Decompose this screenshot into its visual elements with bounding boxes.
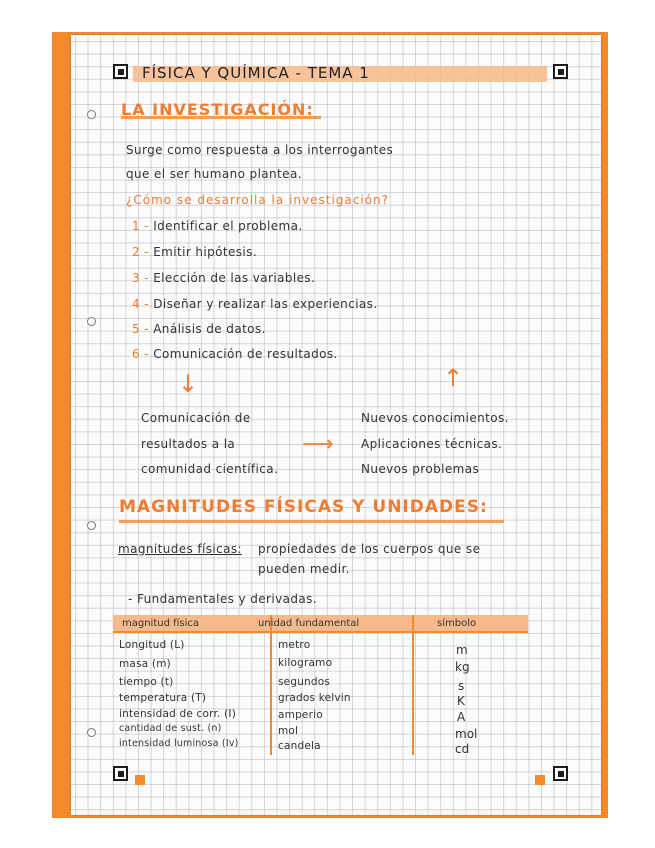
page-title: FÍSICA Y QUÍMICA - TEMA 1 [142,64,370,82]
binder-hole-icon [87,521,96,530]
table-cell-unidad: segundos [278,676,331,688]
table-cell-magnitud: cantidad de sust. (n) [119,723,222,734]
step-item [132,322,266,336]
table-cell-magnitud: temperatura (T) [119,692,207,704]
step-item [132,219,303,233]
intro-text-line-1: Surge como respuesta a los interrogantes [126,143,394,157]
intro-text-line-2: que el ser humano plantea. [126,167,302,181]
right-box-line-1: Nuevos conocimientos. [361,411,509,425]
definition-line-1: propiedades de los cuerpos que se [258,542,481,556]
table-cell-magnitud: tiempo (t) [119,676,174,688]
table-cell-magnitud: Longitud (L) [119,639,185,651]
arrow-up-icon: ↑ [443,364,464,392]
definition-label: magnitudes físicas: [118,542,242,556]
table-cell-simbolo: cd [455,742,470,756]
step-item [132,347,338,361]
corner-mark-icon [553,64,568,79]
table-rule [113,631,528,633]
step-text: Identificar el problema. [153,219,303,233]
table-header-unidad: unidad fundamental [258,618,360,629]
table-cell-unidad: grados kelvin [278,692,351,704]
step-number: 6 - [132,347,149,361]
step-number: 3 - [132,271,149,285]
corner-mark-icon [113,64,128,79]
arrow-down-icon: ↓ [178,370,199,398]
table-cell-unidad: mol [278,725,299,737]
step-item [132,245,257,259]
binder-hole-icon [87,728,96,737]
heading-underline [119,520,504,523]
table-cell-unidad: metro [278,639,311,651]
table-column-rule [412,615,414,755]
step-number: 4 - [132,297,149,311]
left-box-line-3: comunidad científica. [141,462,279,476]
binder-hole-icon [87,317,96,326]
table-cell-simbolo: K [457,694,465,708]
binder-hole-icon [87,110,96,119]
left-box-line-2: resultados a la [141,437,236,451]
definition-line-2: pueden medir. [258,562,350,576]
step-number: 5 - [132,322,149,336]
arrow-right-icon: ⟶ [302,432,334,457]
corner-mark-icon [553,766,568,781]
question-heading: ¿Cómo se desarrolla la investigación? [126,193,389,207]
section-heading-investigacion: LA INVESTIGACIÓN: [121,100,314,119]
step-number: 2 - [132,245,149,259]
step-text: Emitir hipótesis. [153,245,258,259]
table-header-magnitud: magnitud física [122,618,200,629]
table-header-simbolo: símbolo [437,618,477,629]
magnitude-types: - Fundamentales y derivadas. [128,592,317,606]
step-item [132,271,315,285]
step-number: 1 - [132,219,149,233]
right-box-line-2: Aplicaciones técnicas. [361,437,503,451]
table-cell-unidad: kilogramo [278,657,333,669]
orange-square-mark [535,775,545,785]
step-text: Comunicación de resultados. [153,347,338,361]
table-cell-simbolo: mol [455,727,478,741]
table-cell-simbolo: kg [455,660,470,674]
right-box-line-3: Nuevos problemas [361,462,480,476]
table-cell-magnitud: masa (m) [119,658,171,670]
table-cell-simbolo: A [457,710,466,724]
table-cell-simbolo: m [456,643,468,657]
table-cell-magnitud: intensidad de corr. (I) [119,708,237,720]
table-cell-unidad: candela [278,740,321,752]
table-column-rule [270,615,272,755]
step-text: Elección de las variables. [153,271,316,285]
left-box-line-1: Comunicación de [141,411,251,425]
table-cell-unidad: amperio [278,709,323,721]
orange-square-mark [135,775,145,785]
section-heading-magnitudes: MAGNITUDES FÍSICAS Y UNIDADES: [119,497,488,517]
corner-mark-icon [113,766,128,781]
step-item [132,297,378,311]
table-cell-magnitud: intensidad luminosa (Iv) [119,738,239,749]
table-cell-simbolo: s [458,679,465,693]
step-text: Análisis de datos. [153,322,266,336]
step-text: Diseñar y realizar las experiencias. [153,297,378,311]
